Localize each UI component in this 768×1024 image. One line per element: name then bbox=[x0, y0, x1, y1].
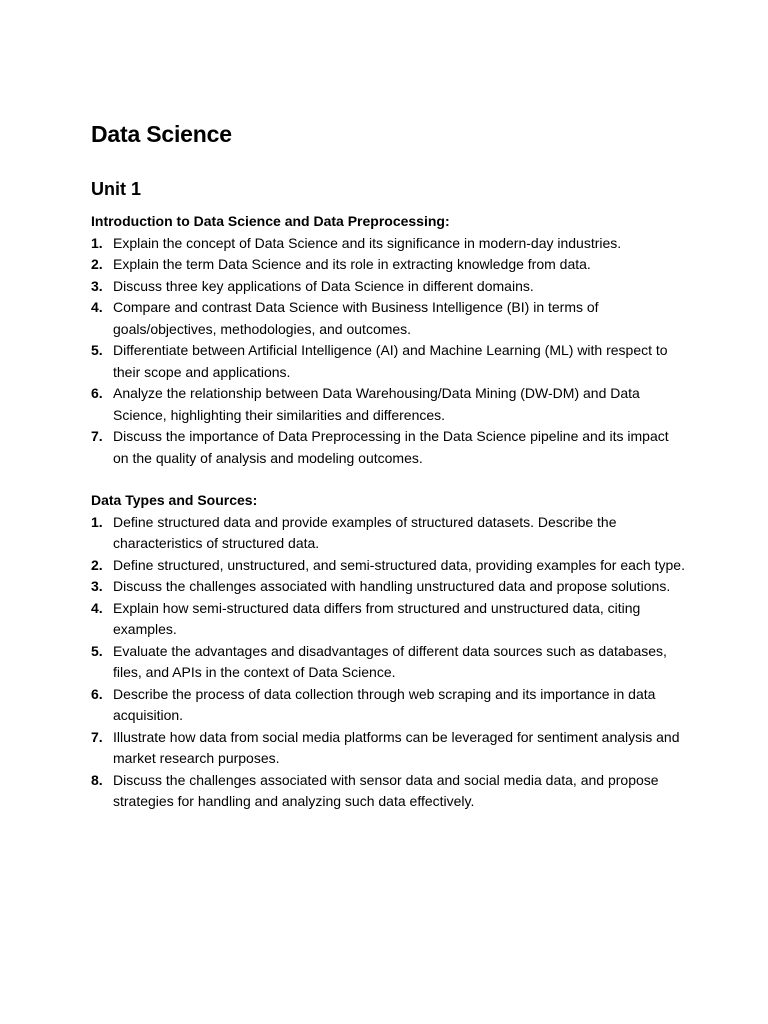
unit-heading: Unit 1 bbox=[91, 179, 142, 199]
item-text: Explain the concept of Data Science and its significance in modern-day industries. bbox=[113, 234, 622, 251]
list-item bbox=[91, 233, 688, 255]
item-number: 2. bbox=[91, 256, 103, 272]
item-number: 1. bbox=[91, 513, 103, 530]
item-text: Define structured, unstructured, and semi-structured data, providing examples for each type. bbox=[113, 556, 685, 573]
item-text: Compare and contrast Data Science with Business Intelligence (BI) in terms of goals/objectives, methodologies, and outcomes. bbox=[113, 299, 599, 337]
item-text: Discuss three key applications of Data Science in different domains. bbox=[113, 277, 534, 294]
item-number: 7. bbox=[91, 728, 103, 745]
document-title: Data Science bbox=[91, 121, 232, 147]
section-data-types bbox=[91, 490, 688, 813]
list-item bbox=[91, 727, 688, 770]
list-item bbox=[91, 598, 688, 641]
question-list bbox=[91, 233, 688, 470]
item-text: Define structured data and provide examples of structured datasets. Describe the characteristics of structured data. bbox=[113, 513, 617, 551]
item-text: Discuss the importance of Data Preprocessing in the Data Science pipeline and its impact on the quality of analysis and modeling outcomes. bbox=[113, 428, 669, 466]
item-text: Describe the process of data collection through web scraping and its importance in data acquisition. bbox=[113, 685, 656, 723]
list-item bbox=[91, 297, 688, 340]
item-number: 4. bbox=[91, 599, 103, 616]
item-text: Explain the term Data Science and its role in extracting knowledge from data. bbox=[113, 256, 591, 272]
item-number: 4. bbox=[91, 299, 103, 315]
list-item bbox=[91, 254, 688, 276]
question-list bbox=[91, 512, 688, 813]
section-heading: Data Types and Sources: bbox=[91, 492, 258, 508]
item-number: 8. bbox=[91, 771, 103, 788]
list-item bbox=[91, 383, 688, 426]
item-number: 6. bbox=[91, 385, 103, 401]
list-item bbox=[91, 276, 688, 298]
list-item bbox=[91, 770, 688, 813]
list-item bbox=[91, 340, 688, 383]
item-number: 1. bbox=[91, 234, 103, 251]
list-item bbox=[91, 641, 688, 684]
item-number: 2. bbox=[91, 556, 103, 573]
item-text: Evaluate the advantages and disadvantages of different data sources such as databases, files, and APIs in the context of Data Science. bbox=[113, 642, 667, 680]
item-number: 6. bbox=[91, 685, 103, 702]
item-text: Analyze the relationship between Data Warehousing/Data Mining (DW-DM) and Data Science, highlighting their similarities and differences. bbox=[113, 385, 640, 423]
list-item bbox=[91, 426, 688, 469]
list-item bbox=[91, 684, 688, 727]
item-number: 5. bbox=[91, 642, 103, 659]
section-heading: Introduction to Data Science and Data Preprocessing: bbox=[91, 213, 450, 229]
list-item bbox=[91, 555, 688, 577]
list-item bbox=[91, 512, 688, 555]
item-text: Illustrate how data from social media platforms can be leveraged for sentiment analysis and market research purposes. bbox=[113, 728, 680, 766]
list-item bbox=[91, 576, 688, 598]
section-intro bbox=[91, 211, 688, 469]
item-number: 3. bbox=[91, 277, 103, 294]
item-text: Discuss the challenges associated with sensor data and social media data, and propose strategies for handling and analyzing such data effectively. bbox=[113, 771, 659, 809]
item-text: Explain how semi-structured data differs from structured and unstructured data, citing examples. bbox=[113, 599, 641, 637]
item-number: 5. bbox=[91, 342, 103, 358]
item-text: Discuss the challenges associated with handling unstructured data and propose solutions. bbox=[113, 578, 671, 594]
item-text: Differentiate between Artificial Intelligence (AI) and Machine Learning (ML) with respect to their scope and applications. bbox=[113, 342, 668, 380]
item-number: 7. bbox=[91, 428, 103, 444]
item-number: 3. bbox=[91, 578, 103, 594]
